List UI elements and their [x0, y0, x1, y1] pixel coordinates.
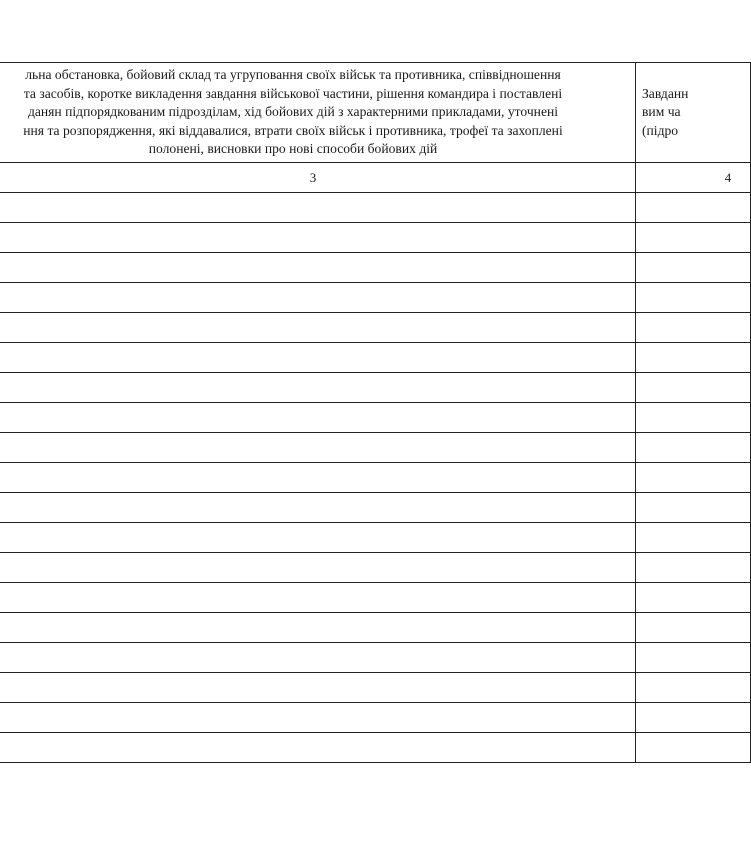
combat-log-table-wrapper: [0, 62, 750, 763]
table-row: [0, 343, 751, 373]
table-cell-col3: [0, 223, 636, 253]
table-row: [0, 433, 751, 463]
table-cell-col3: [0, 493, 636, 523]
table-cell-col3: [0, 313, 636, 343]
header-col3-text: льна обстановка, бойовий склад та угруповання своїх військ та противника, співвідношення та засобів, коротке викладення завдання військової частини, рішення командира і поставлені данян підпорядкованим підрозділам, хід бойових дій з характерними прикладами, уточнені ння та розпорядження, які віддавалися, втрати своїх військ і противника, трофеї та захоплені полонені, висновки про нові способи бойових дій: [23, 67, 563, 157]
table-cell-col4: [636, 283, 751, 313]
table-row: [0, 733, 751, 763]
table-row: [0, 253, 751, 283]
table-cell-col4: [636, 673, 751, 703]
table-cell-col4: [636, 643, 751, 673]
table-row: [0, 403, 751, 433]
column-number-row: [0, 163, 751, 193]
combat-log-table: [0, 62, 751, 763]
column-number-3-text: 3: [309, 169, 317, 185]
table-row: [0, 493, 751, 523]
table-row: [0, 523, 751, 553]
table-row: [0, 553, 751, 583]
table-cell-col3: [0, 253, 636, 283]
column-number-4-text: 4: [724, 169, 732, 185]
table-cell-col4: [636, 403, 751, 433]
table-row: [0, 193, 751, 223]
table-row: [0, 643, 751, 673]
table-cell-col3: [0, 373, 636, 403]
table-cell-col3: [0, 733, 636, 763]
table-cell-col3: [0, 703, 636, 733]
table-cell-col4: [636, 343, 751, 373]
table-cell-col4: [636, 523, 751, 553]
header-cell-col3: [0, 63, 636, 163]
table-row: [0, 373, 751, 403]
table-cell-col3: [0, 553, 636, 583]
table-row: [0, 613, 751, 643]
table-cell-col3: [0, 463, 636, 493]
column-number-3: [0, 163, 636, 193]
table-cell-col4: [636, 703, 751, 733]
table-row: [0, 673, 751, 703]
table-cell-col4: [636, 493, 751, 523]
column-number-4: [636, 163, 751, 193]
table-cell-col3: [0, 193, 636, 223]
table-cell-col4: [636, 253, 751, 283]
table-cell-col3: [0, 403, 636, 433]
table-cell-col4: [636, 733, 751, 763]
header-row: [0, 63, 751, 163]
header-col4-text: Завданн вим ча (підро: [642, 85, 689, 138]
table-cell-col3: [0, 643, 636, 673]
table-cell-col4: [636, 583, 751, 613]
table-cell-col3: [0, 523, 636, 553]
table-cell-col3: [0, 343, 636, 373]
table-cell-col3: [0, 673, 636, 703]
table-cell-col3: [0, 613, 636, 643]
table-cell-col4: [636, 553, 751, 583]
table-row: [0, 223, 751, 253]
table-cell-col4: [636, 313, 751, 343]
table-cell-col4: [636, 223, 751, 253]
table-cell-col3: [0, 283, 636, 313]
table-row: [0, 463, 751, 493]
table-cell-col4: [636, 463, 751, 493]
table-cell-col3: [0, 433, 636, 463]
table-row: [0, 703, 751, 733]
table-row: [0, 583, 751, 613]
header-cell-col4: [636, 63, 751, 163]
table-row: [0, 313, 751, 343]
table-cell-col4: [636, 373, 751, 403]
table-cell-col4: [636, 193, 751, 223]
table-cell-col4: [636, 433, 751, 463]
table-body: [0, 163, 751, 763]
table-row: [0, 283, 751, 313]
table-cell-col3: [0, 583, 636, 613]
table-cell-col4: [636, 613, 751, 643]
